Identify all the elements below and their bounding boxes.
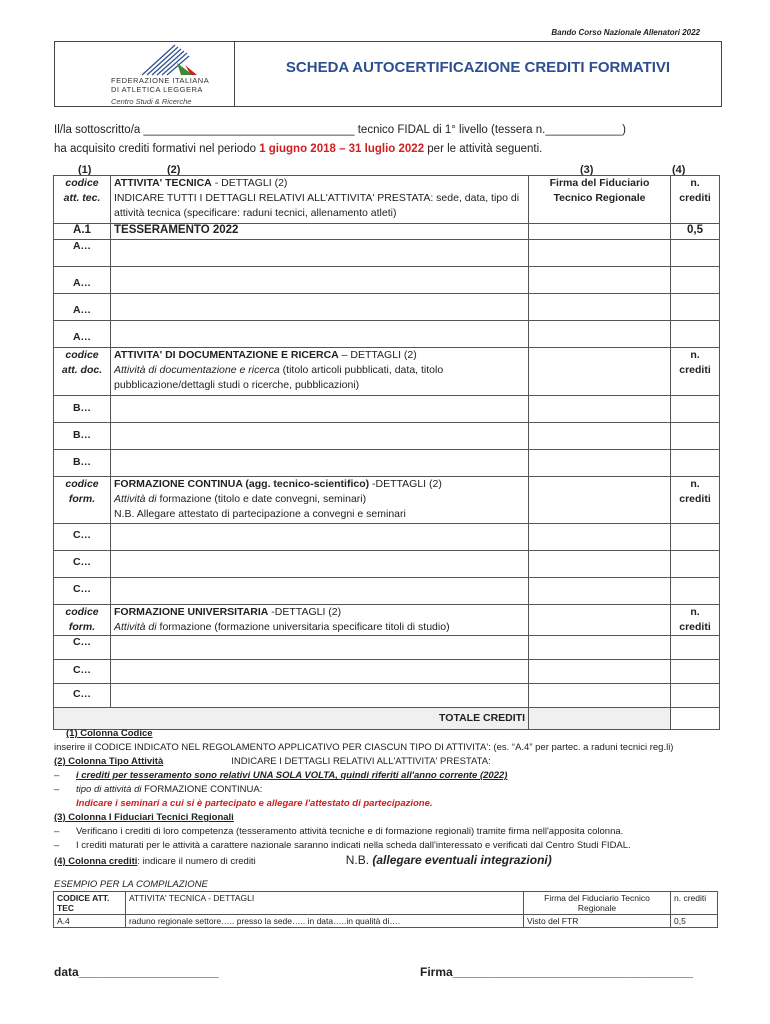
col-number-2: (2) [167,164,181,176]
page-title: SCHEDA AUTOCERTIFICAZIONE CREDITI FORMATIVI [285,59,671,76]
firma-header: Firma del Fiduciario Tecnico Regionale [529,176,671,224]
date-field[interactable]: data_____________________ [54,965,219,979]
note1-title: (1) Colonna Codice [66,728,153,739]
col-number-1: (1) [78,164,92,176]
logo-cell [55,42,235,106]
table-row: A… [54,294,720,321]
total-label: TOTALE CREDITI [54,708,529,730]
table-row: A.1 TESSERAMENTO 2022 0,5 [54,224,720,240]
section-head-doc: codice att. doc. ATTIVITA' DI DOCUMENTAZIONE E RICERCA – DETTAGLI (2) Attività di documentazione e ricerca (titolo articoli pubblicati, data, titolo pubblicazione/dettagli studi o ricerche, pubblicazioni) n. crediti [54,348,720,396]
note2-a: i crediti per tesseramento sono relativi UNA SOLA VOLTA, quindi riferiti all'anno corrente (2022) [76,770,508,781]
table-row: C… [54,636,720,660]
note3-b: I crediti maturati per le attività a carattere nazionale saranno indicati nella scheda dall'interessato e verificati dal Centro Studi FIDAL. [76,840,631,851]
logo-line2: DI ATLETICA LEGGERA [111,85,203,94]
logo-text [111,76,209,94]
table-row: A… [54,240,720,267]
note2-red: Indicare i seminari a cui si è partecipato e allegare l'attestato di partecipazione. [76,798,433,809]
section-head-form: codice form. FORMAZIONE CONTINUA (agg. tecnico-scientifico) -DETTAGLI (2) Attività di formazione (titolo e date convegni, seminari) N.B. Allegare attestato di partecipazione a convegni e seminari n. crediti [54,477,720,524]
col-number-4: (4) [672,164,686,176]
note1-text: inserire il CODICE INDICATO NEL REGOLAMENTO APPLICATIVO PER CIASCUN TIPO DI ATTIVITA': (es. “A.4” per partec. a raduni tecnici reg.li) [54,742,674,753]
table-row: C… [54,578,720,605]
section-head-tec [54,176,720,224]
note3-a: Verificano i crediti di loro competenza (tesseramento attività tecniche e di formazione regionali) tramite firma nell'apposita colonna. [76,826,624,837]
note2-b: FORMAZIONE CONTINUA: [141,784,263,795]
intro-text-b: per le attività seguenti. [424,143,543,155]
header-box [54,41,722,107]
table-row: C… [54,524,720,551]
nb-label: N.B. [345,853,373,867]
credits-table [53,175,720,730]
firma-cell[interactable] [529,224,671,240]
period-dates: 1 giugno 2018 – 31 luglio 2022 [259,143,425,155]
table-row: C… [54,551,720,578]
code-header: codice att. tec. [54,176,111,224]
note4-title: (4) Colonna crediti [54,856,138,867]
table-row: A… [54,267,720,294]
intro-line2 [54,143,542,155]
logo-sub: Centro Studi & Ricerche [111,97,192,106]
example-header-row: CODICE ATT. TEC ATTIVITA' TECNICA - DETTAGLI Firma del Fiduciario Tecnico Regionale n. crediti [54,892,718,915]
example-table [53,891,718,928]
table-row: B… [54,396,720,423]
notes: (1) Colonna Codice inserire il CODICE INDICATO NEL REGOLAMENTO APPLICATIVO PER CIASCUN TIPO DI ATTIVITA': (es. “A.4” per partec. a raduni tecnici reg.li) (2) Colonna Tipo Attività INDICARE I DETTAGLI RELATIVI ALL'ATTIVITA' PRESTATA: – i crediti per tesseramento sono relativi UNA SOLA VOLTA, quindi riferiti all'anno corrente (2022) – tipo di attività di FORMAZIONE CONTINUA: Indicare i seminari a cui si è partecipato e allegare l'attestato di partecipazione. (3) Colonna I Fiduciari Tecnici Regionali – Verificano i crediti di loro competenza (tesseramento attività tecniche e di formazione regionali) tramite firma nell'apposita colonna. – I crediti maturati per le attività a carattere nazionale saranno indicati nella scheda dall'interessato e verificati dal Centro Studi FIDAL. (4) Colonna crediti: indicare il numero di crediti N.B. (allegare eventuali integrazioni) [54,727,724,869]
signature-field[interactable]: Firma____________________________________ [420,965,693,979]
bando-note: Bando Corso Nazionale Allenatori 2022 [551,28,700,37]
table-row: B… [54,423,720,450]
note2-text: INDICARE I DETTAGLI RELATIVI ALL'ATTIVITA' PRESTATA: [231,756,491,767]
fidal-logo-icon [137,43,197,77]
table-row: C… [54,660,720,684]
note3-title: (3) Colonna I Fiduciari Tecnici Regionali [54,812,234,823]
table-row: C… [54,684,720,708]
col-number-3: (3) [580,164,594,176]
table-row: A… [54,321,720,348]
credits-header: n. crediti [671,176,720,224]
example-row: A.4 raduno regionale settore….. presso la sede….. in data…..in qualità di…. Visto del FTR 0,5 [54,915,718,928]
note4-text: : indicare il numero di crediti [137,856,256,867]
intro-text-a: ha acquisito crediti formativi nel periodo [54,143,260,155]
example-title: ESEMPIO PER LA COMPILAZIONE [54,879,208,890]
note2-title: (2) Colonna Tipo Attività [54,756,164,767]
table-row: B… [54,450,720,477]
activity-header: ATTIVITA' TECNICA - DETTAGLI (2) INDICARE TUTTI I DETTAGLI RELATIVI ALL'ATTIVITA' PRESTATA: sede, data, tipo di attività tecnica (specificare: raduni tecnici, allenamento atleti) [111,176,529,224]
nb-text: (allegare eventuali integrazioni) [372,853,552,867]
section-head-univ: codice form. FORMAZIONE UNIVERSITARIA -DETTAGLI (2) Attività di formazione (formazione universitaria specificare titoli di studio) n. crediti [54,605,720,636]
logo-line1: FEDERAZIONE ITALIANA [111,76,210,85]
intro-line1: Il/la sottoscritto/a _________________________________ tecnico FIDAL di 1° livello (tessera n.____________) [54,124,626,136]
